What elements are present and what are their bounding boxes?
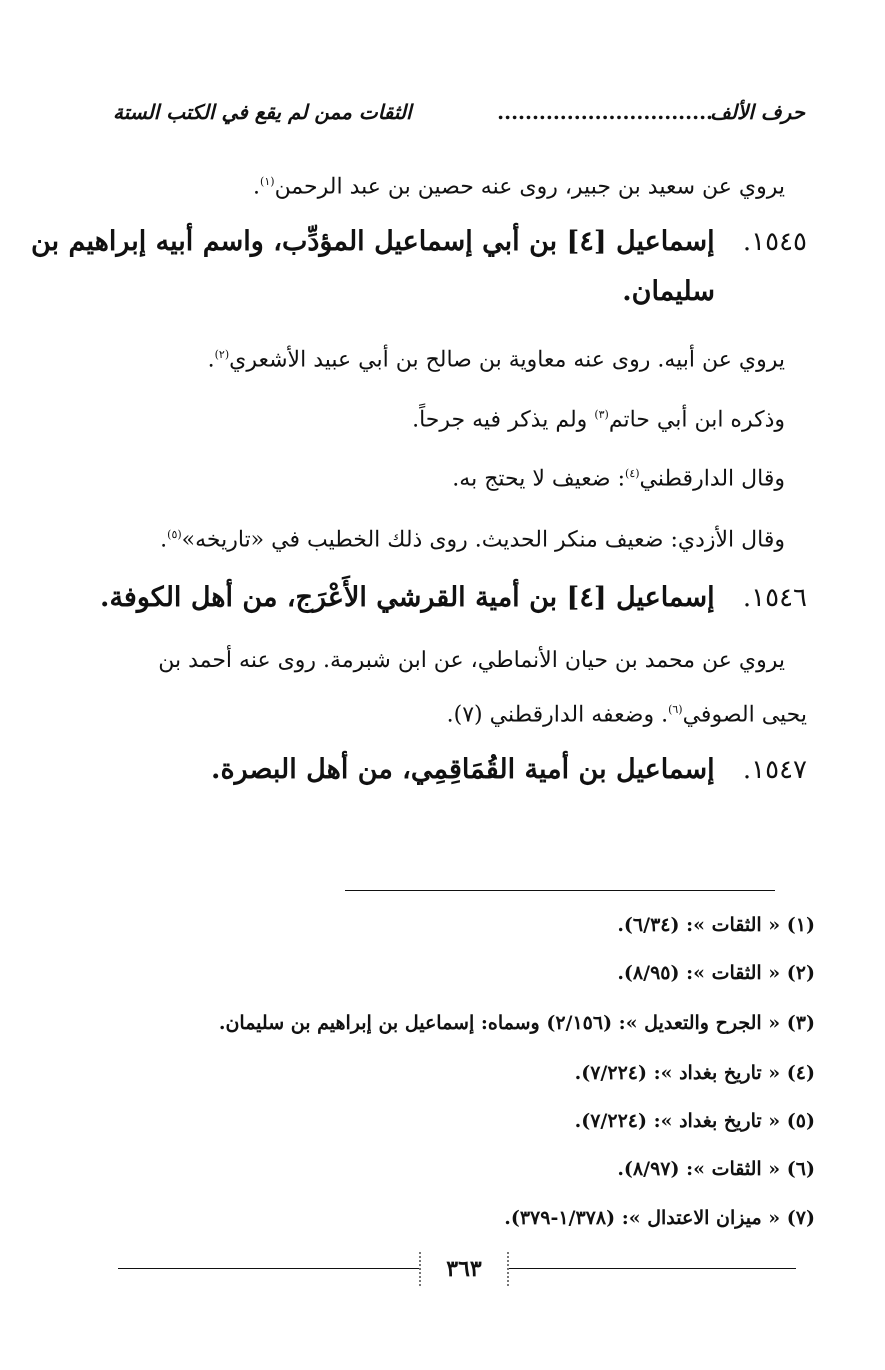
- footnote-ref: (١): [260, 175, 275, 188]
- running-header: [113, 100, 805, 134]
- text-line: يروي عن أبيه. روى عنه معاوية بن صالح بن أبي عبيد الأشعري$^{(٢)}$.: [207, 347, 785, 373]
- footnote-ref: (٢): [214, 348, 230, 361]
- entry-number: ١٥٤٥.: [742, 227, 807, 257]
- entry-name: إسماعيل بن أمية القُمَاقِمِي، من أهل البصرة.: [211, 754, 715, 785]
- footnote: (٥) « تاريخ بغداد »: (٧/٢٢٤).: [574, 1110, 815, 1132]
- text-line: يحيى الصوفي$^{(٦)}$. وضعفه الدارقطني (٧).: [446, 702, 807, 728]
- chapter-title: حرف الألف: [710, 100, 805, 124]
- text-line: وذكره ابن أبي حاتم$^{(٣)}$ ولم يذكر فيه جرحاً.: [412, 407, 785, 433]
- entry-heading: [211, 750, 807, 790]
- footnote: (٧) « ميزان الاعتدال »: (١/٣٧٨-٣٧٩).: [504, 1207, 815, 1229]
- footnote-separator: [345, 890, 775, 891]
- entry-heading-continued: سليمان.: [622, 276, 715, 307]
- text-line: وقال الدارقطني$^{(٤)}$: ضعيف لا يحتج به.: [452, 466, 785, 492]
- entry-name: إسماعيل [٤] بن أبي إسماعيل المؤدِّب، واسم أبيه إبراهيم بن: [31, 226, 715, 257]
- footnote-ref: (٥): [167, 528, 182, 541]
- footnote: (٤) « تاريخ بغداد »: (٧/٢٢٤).: [574, 1062, 815, 1084]
- text-line: وقال الأزدي: ضعيف منكر الحديث. روى ذلك الخطيب في «تاريخه»$^{(٥)}$.: [160, 527, 785, 553]
- book-title: الثقات ممن لم يقع في الكتب الستة: [113, 100, 412, 124]
- entry-name: إسماعيل [٤] بن أمية القرشي الأَعْرَج، من أهل الكوفة.: [100, 582, 715, 613]
- entry-heading: [100, 578, 807, 618]
- footnote: (٣) « الجرح والتعديل »: (٢/١٥٦) وسماه: إسماعيل بن إبراهيم بن سليمان.: [218, 1012, 815, 1034]
- footnote: (٢) « الثقات »: (٨/٩٥).: [617, 962, 815, 984]
- footnote: (١) « الثقات »: (٦/٣٤).: [617, 914, 815, 936]
- entry-number: ١٥٤٦.: [742, 583, 807, 613]
- footnote-ref: (٦): [668, 703, 683, 716]
- footnote: (٦) « الثقات »: (٨/٩٧).: [617, 1158, 815, 1180]
- footnote-ref: (٣): [594, 408, 609, 421]
- footnote-ref: (٤): [625, 467, 640, 480]
- entry-heading: [31, 222, 807, 262]
- text-line: يروي عن سعيد بن جبير، روى عنه حصين بن عبد الرحمن$^{(١)}$.: [253, 174, 785, 200]
- header-dots: ...............................: [497, 100, 713, 124]
- text-line: يروي عن محمد بن حيان الأنماطي، عن ابن شبرمة. روى عنه أحمد بن: [158, 648, 785, 673]
- entry-number: ١٥٤٧.: [742, 755, 807, 785]
- page-number: ٣٦٣: [419, 1252, 509, 1286]
